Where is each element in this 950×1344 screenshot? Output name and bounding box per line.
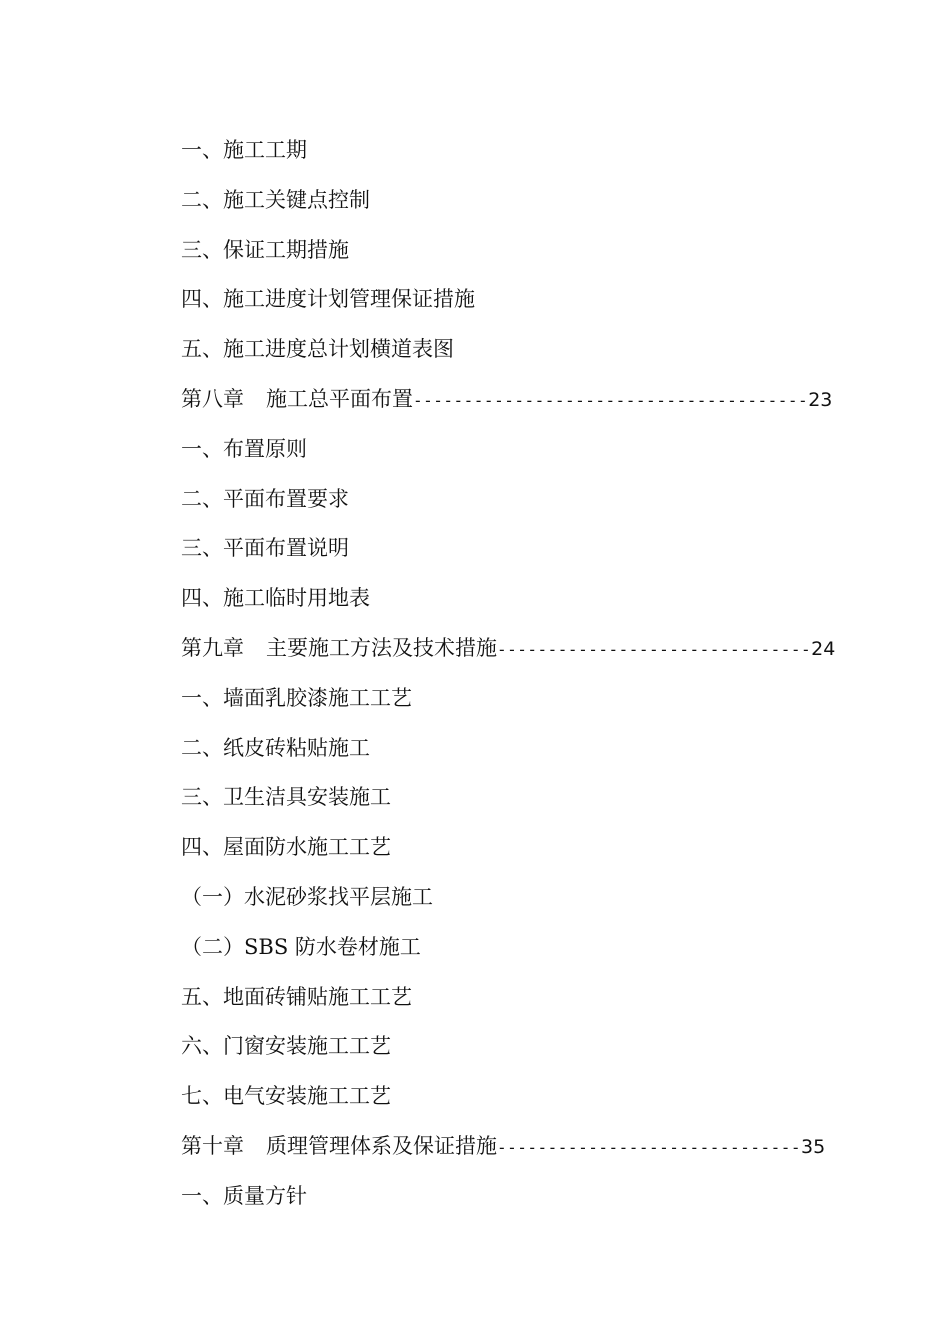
toc-entry bbox=[181, 331, 861, 381]
toc-entry bbox=[181, 680, 861, 730]
toc-entry-text: 三、卫生洁具安装施工 bbox=[181, 785, 391, 810]
toc-entry-text: 一、质量方针 bbox=[181, 1183, 307, 1208]
toc-entry-text: 三、平面布置说明 bbox=[181, 536, 349, 561]
toc-entry bbox=[181, 281, 861, 331]
toc-subentry bbox=[181, 929, 861, 979]
toc-entry-text: 四、屋面防水施工工艺 bbox=[181, 835, 391, 860]
toc-entry-text: 五、施工进度总计划横道表图 bbox=[181, 337, 454, 362]
toc-chapter-9[interactable] bbox=[181, 630, 861, 680]
toc-subentry-text: （二）SBS 防水卷材施工 bbox=[181, 934, 421, 959]
toc-entry-text: 三、保证工期措施 bbox=[181, 237, 349, 262]
toc-entry bbox=[181, 481, 861, 531]
toc-entry-text: 一、布置原则 bbox=[181, 436, 307, 461]
toc-entry-text: 二、平面布置要求 bbox=[181, 486, 349, 511]
toc-entry bbox=[181, 232, 861, 282]
toc-chapter-10[interactable] bbox=[181, 1128, 861, 1178]
dot-leader: --------------------------------------- bbox=[413, 390, 809, 410]
toc-entry-text: 二、施工关键点控制 bbox=[181, 187, 370, 212]
toc-entry-text: 七、电气安装施工工艺 bbox=[181, 1084, 391, 1109]
toc-entry bbox=[181, 829, 861, 879]
toc-subentry bbox=[181, 879, 861, 929]
chapter-title: 质理管理体系及保证措施 bbox=[266, 1133, 497, 1158]
toc-entry bbox=[181, 779, 861, 829]
toc-entry bbox=[181, 530, 861, 580]
toc-entry bbox=[181, 730, 861, 780]
toc-entry-text: 五、地面砖铺贴施工工艺 bbox=[181, 984, 412, 1009]
toc-entry-text: 二、纸皮砖粘贴施工 bbox=[181, 735, 370, 760]
chapter-number: 第十章 bbox=[181, 1133, 244, 1158]
toc-entry-text: 一、施工工期 bbox=[181, 138, 307, 162]
chapter-number: 第九章 bbox=[181, 635, 244, 660]
dot-leader: ------------------------------- bbox=[497, 639, 812, 659]
page-number: 23 bbox=[808, 388, 833, 411]
toc-entry bbox=[181, 431, 861, 481]
toc-entry-text: 四、施工进度计划管理保证措施 bbox=[181, 287, 475, 312]
toc-entry bbox=[181, 1178, 861, 1228]
toc-entry bbox=[181, 1028, 861, 1078]
toc-entry-text: 一、墙面乳胶漆施工工艺 bbox=[181, 685, 412, 710]
chapter-title: 施工总平面布置 bbox=[266, 386, 413, 411]
toc-entry bbox=[181, 979, 861, 1029]
toc-subentry-text: （一）水泥砂浆找平层施工 bbox=[181, 884, 433, 909]
toc-entry-text: 六、门窗安装施工工艺 bbox=[181, 1034, 391, 1059]
chapter-title: 主要施工方法及技术措施 bbox=[266, 635, 497, 660]
toc-entry bbox=[181, 182, 861, 232]
chapter-number: 第八章 bbox=[181, 386, 244, 411]
dot-leader: ------------------------------ bbox=[497, 1137, 801, 1157]
page-number: 24 bbox=[811, 637, 836, 660]
toc-entry bbox=[181, 580, 861, 630]
page-number: 35 bbox=[800, 1135, 826, 1158]
toc-entry bbox=[181, 132, 861, 182]
table-of-contents bbox=[181, 132, 861, 1228]
toc-entry-text: 四、施工临时用地表 bbox=[181, 586, 370, 611]
toc-chapter-8[interactable] bbox=[181, 381, 861, 431]
toc-entry bbox=[181, 1078, 861, 1128]
